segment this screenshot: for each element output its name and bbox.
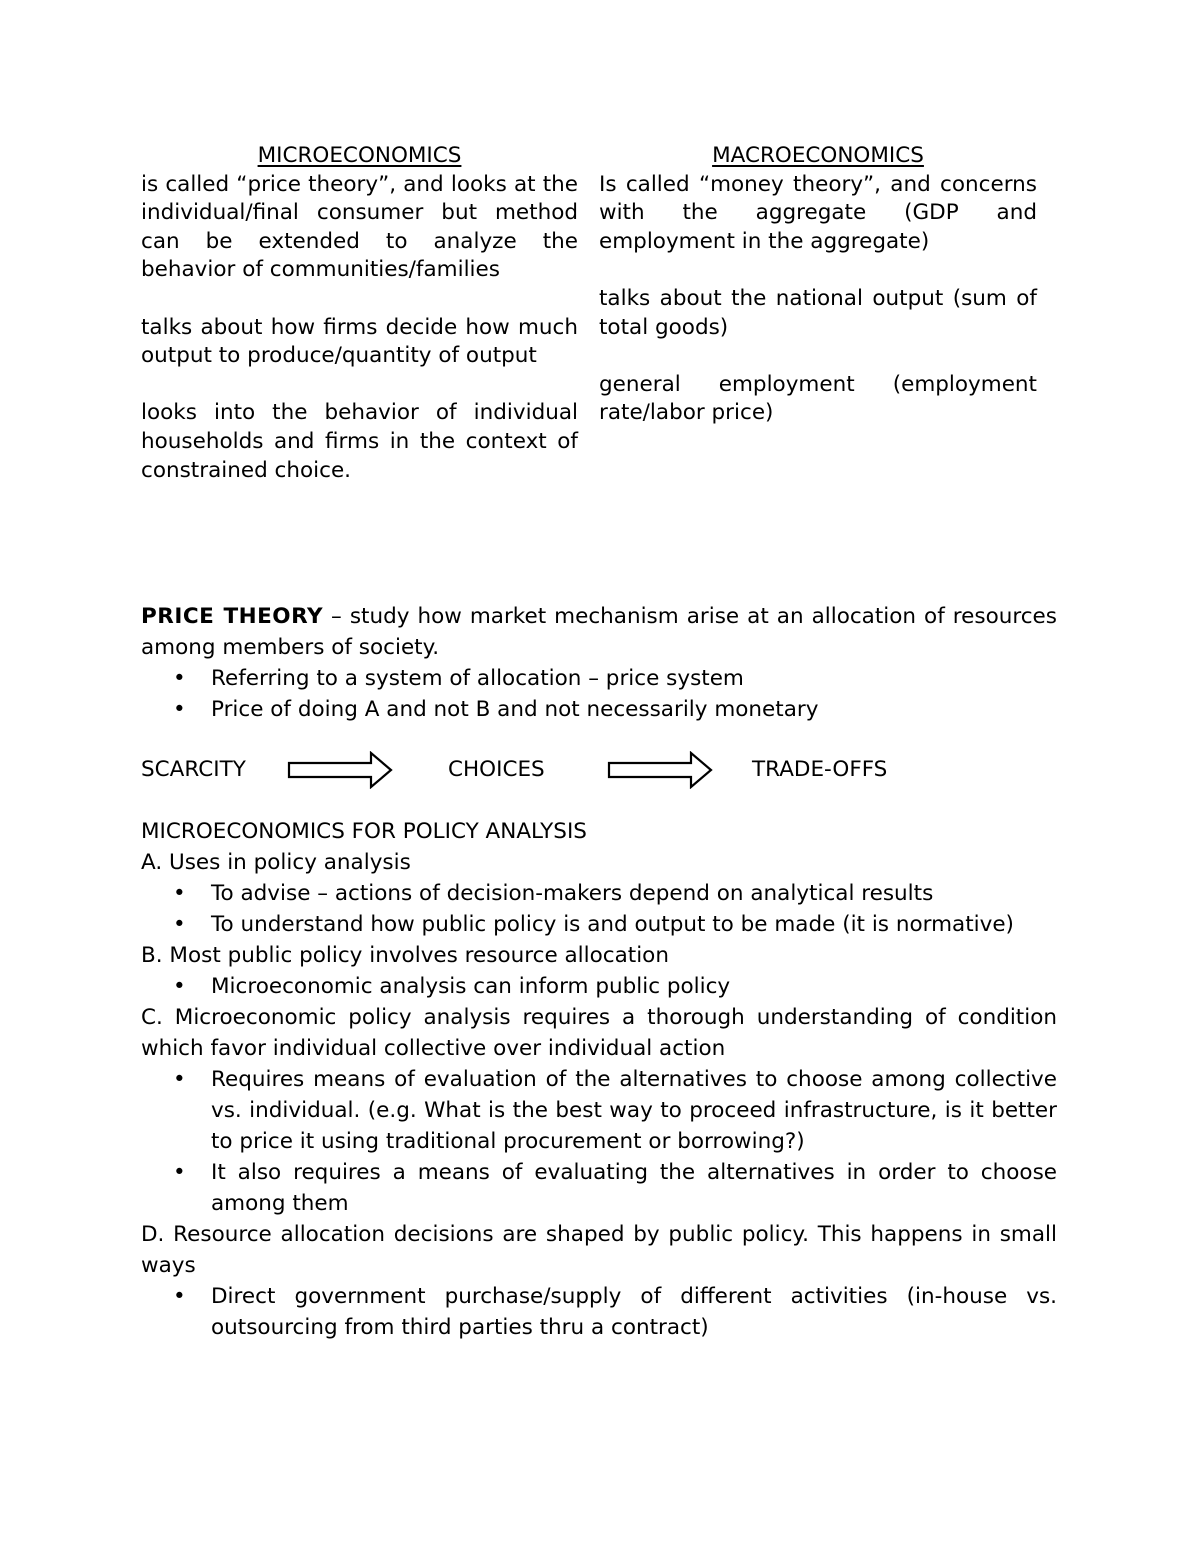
policy-heading: MICROECONOMICS FOR POLICY ANALYSIS (141, 819, 587, 844)
main-body (141, 601, 1057, 1343)
list-item: • Referring to a system of allocation – price system (141, 663, 1057, 694)
price-theory-definition (141, 601, 1057, 663)
list-item: • Direct government purchase/supply of different activities (in-house vs. outsourcing from third parties thru a contract) (141, 1281, 1057, 1343)
macro-paragraph: talks about the national output (sum of total goods) (599, 285, 1037, 340)
price-theory-text: – study how market mechanism arise at an allocation of resources among members of society. (141, 604, 1057, 660)
section-bullets (141, 878, 1057, 940)
section-title: A. Uses in policy analysis (141, 850, 411, 875)
list-item: • To advise – actions of decision-makers depend on analytical results (141, 878, 1057, 909)
bullet-icon: • (173, 1067, 186, 1092)
flow-step-choices: CHOICES (448, 757, 545, 782)
scarcity-flow-diagram (141, 754, 1057, 790)
list-item: • Price of doing A and not B and not necessarily monetary (141, 694, 1057, 725)
section-bullets (141, 1064, 1057, 1219)
bullet-icon: • (173, 1284, 186, 1309)
macro-paragraph: Is called “money theory”, and concerns with the aggregate (GDP and employment in the aggregate) (599, 171, 1037, 254)
bullet-icon: • (173, 1160, 186, 1185)
price-theory-bullets (141, 663, 1057, 725)
section-title: D. Resource allocation decisions are shaped by public policy. This happens in small ways (141, 1222, 1057, 1278)
list-item: • Requires means of evaluation of the alternatives to choose among collective vs. individual. (e.g. What is the best way to proceed infrastructure, is it better to price it using traditional procurement or borrowing?) (141, 1064, 1057, 1157)
list-item: • It also requires a means of evaluating the alternatives in order to choose among them (141, 1157, 1057, 1219)
section-bullets (141, 971, 1057, 1002)
micro-paragraph: is called “price theory”, and looks at the individual/final consumer but method can be extended to analyze the behavior of communities/families (141, 171, 578, 283)
macro-heading: MACROECONOMICS (712, 143, 924, 168)
list-item: • To understand how public policy is and output to be made (it is normative) (141, 909, 1057, 940)
micro-column (141, 142, 578, 485)
price-theory-term: PRICE THEORY (141, 604, 324, 629)
section-bullets (141, 1281, 1057, 1343)
micro-heading: MICROECONOMICS (257, 143, 462, 168)
macro-paragraph: general employment (employment rate/labor price) (599, 371, 1037, 426)
bullet-icon: • (173, 697, 186, 722)
section-title: B. Most public policy involves resource allocation (141, 943, 669, 968)
section-title: C. Microeconomic policy analysis requires a thorough understanding of condition which favor individual collective over individual action (141, 1005, 1057, 1061)
bullet-icon: • (173, 912, 186, 937)
flow-step-scarcity: SCARCITY (141, 757, 246, 782)
bullet-icon: • (173, 881, 186, 906)
right-arrow-icon (607, 751, 715, 789)
right-arrow-icon (287, 751, 395, 789)
bullet-icon: • (173, 974, 186, 999)
bullet-icon: • (173, 666, 186, 691)
micro-paragraph: talks about how firms decide how much output to produce/quantity of output (141, 314, 578, 369)
micro-paragraph: looks into the behavior of individual households and firms in the context of constrained choice. (141, 400, 578, 483)
macro-column (599, 142, 1037, 428)
flow-step-trade-offs: TRADE-OFFS (752, 757, 888, 782)
list-item: • Microeconomic analysis can inform public policy (141, 971, 1057, 1002)
